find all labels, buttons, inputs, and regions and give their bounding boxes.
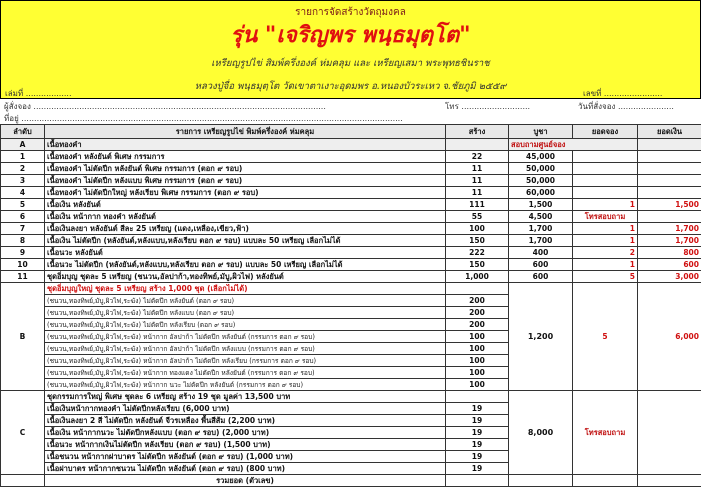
table-cell bbox=[638, 211, 701, 223]
table-cell: เนื้อทองคำ ไม่ตัดปีกใหญ่ หลังเรียบ พิเศษ กรรมการ (ตอก ๙ รอบ) bbox=[45, 187, 446, 199]
table-cell: 6 bbox=[1, 211, 45, 223]
table-cell: 6,000 bbox=[638, 283, 701, 391]
table-row bbox=[1, 259, 701, 271]
table-cell: 1 bbox=[573, 199, 638, 211]
table-cell: เนื้อเงิน หน้ากาก ทองคำ หลังยันต์ bbox=[45, 211, 446, 223]
table-cell bbox=[638, 175, 701, 187]
table-cell: 600 bbox=[509, 259, 573, 271]
table-row bbox=[1, 175, 701, 187]
header-temple: หลวงปู่จื่อ พนฺธมุตฺโต วัดเขาตาเงาะอุดมพร อ.หนองบัวระเหว จ.ชัยภูมิ ๒๕๕๙ bbox=[1, 79, 700, 94]
table-cell: โทรสอบถาม bbox=[573, 391, 638, 475]
table-cell: 600 bbox=[509, 271, 573, 283]
table-cell: 19 bbox=[446, 403, 509, 415]
table-cell: (ชนวน,ทองทิพย์,มับู,ผิวไฟ,ระฆัง) ไม่ตัดปีก หลังยันต์ (ตอก ๙ รอบ) bbox=[45, 295, 446, 307]
table-cell bbox=[573, 475, 638, 487]
table-cell: (ชนวน,ทองทิพย์,มับู,ผิวไฟ,ระฆัง) ไม่ตัดปีก หลังแบบ (ตอก ๙ รอบ) bbox=[45, 307, 446, 319]
table-cell bbox=[446, 475, 509, 487]
table-cell: เนื้อทองคำ bbox=[45, 139, 446, 151]
table-cell: รวมยอด (ตัวเลข) bbox=[45, 475, 446, 487]
table-cell: เนื้อนวะ ไม่ตัดปีก (หลังยันต์,หลังแบบ,หลังเรียบ ตอก ๙ รอบ) แบบละ 50 เหรียญ เลือกไม่ได้ bbox=[45, 259, 446, 271]
table-cell: 50,000 bbox=[509, 163, 573, 175]
table-cell: ชุดกรรมการใหญ่ พิเศษ ชุดละ 6 เหรียญ สร้าง 19 ชุด มูลค่า 13,500 บาท bbox=[45, 391, 446, 403]
table-cell: 11 bbox=[446, 163, 509, 175]
table-cell bbox=[509, 475, 573, 487]
table-cell: 45,000 bbox=[509, 151, 573, 163]
table-cell bbox=[573, 175, 638, 187]
table-row bbox=[1, 283, 701, 295]
table-row bbox=[1, 199, 701, 211]
table-row bbox=[1, 163, 701, 175]
table-cell: 200 bbox=[446, 295, 509, 307]
table-cell: 19 bbox=[446, 427, 509, 439]
table-cell: 1 bbox=[573, 259, 638, 271]
table-cell: 55 bbox=[446, 211, 509, 223]
col-donation: บูชา bbox=[509, 125, 573, 139]
header-subtitle: รายการจัดสร้างวัตถุมงคล bbox=[1, 5, 700, 20]
table-cell: 1 bbox=[573, 223, 638, 235]
table-cell: 4 bbox=[1, 187, 45, 199]
col-amount: ยอดเงิน bbox=[638, 125, 701, 139]
table-row bbox=[1, 223, 701, 235]
table-cell: ชุดอิ่มบุญ ชุดละ 5 เหรียญ (ชนวน,อัลปาก้า,ทองทิพย์,มับู,ผิวไฟ) หลังยันต์ bbox=[45, 271, 446, 283]
table-cell: 100 bbox=[446, 379, 509, 391]
table-cell bbox=[638, 151, 701, 163]
table-cell: 100 bbox=[446, 223, 509, 235]
address-field[interactable]: ที่อยู่ ...................................................................................................................................................... bbox=[4, 112, 403, 125]
order-table bbox=[0, 124, 701, 487]
header-title: รุ่น "เจริญพร พนฺธมุตฺโต" bbox=[1, 17, 700, 52]
table-cell: B bbox=[1, 283, 45, 391]
table-row bbox=[1, 211, 701, 223]
table-cell: สอบถามศูนย์จอง bbox=[509, 139, 638, 151]
table-cell: 100 bbox=[446, 367, 509, 379]
table-cell: เนื้อทองคำ ไม่ตัดปีก หลังแบบ พิเศษ กรรมการ (ตอก ๙ รอบ) bbox=[45, 175, 446, 187]
table-cell bbox=[1, 475, 45, 487]
table-cell bbox=[638, 475, 701, 487]
table-cell: 600 bbox=[638, 259, 701, 271]
table-cell bbox=[638, 391, 701, 475]
table-cell: (ชนวน,ทองทิพย์,มับู,ผิวไฟ,ระฆัง) หน้ากาก อัลปาก้า ไม่ตัดปีก หลังเรียบ (กรรมการ ตอก ๙ รอบ) bbox=[45, 355, 446, 367]
table-cell: โทรสอบถาม bbox=[573, 211, 638, 223]
table-cell: (ชนวน,ทองทิพย์,มับู,ผิวไฟ,ระฆัง) หน้ากาก นวะ ไม่ตัดปีก หลังยันต์ (กรรมการ ตอก ๙ รอบ) bbox=[45, 379, 446, 391]
table-cell: 7 bbox=[1, 223, 45, 235]
table-cell: 1,500 bbox=[509, 199, 573, 211]
table-cell bbox=[638, 139, 701, 151]
table-cell: 1 bbox=[573, 235, 638, 247]
table-cell: 150 bbox=[446, 259, 509, 271]
table-row bbox=[1, 247, 701, 259]
table-cell: 11 bbox=[1, 271, 45, 283]
table-cell bbox=[446, 139, 509, 151]
table-cell: 1,500 bbox=[638, 199, 701, 211]
table-row bbox=[1, 187, 701, 199]
table-cell: เนื้อฝาบาตร หน้ากากชนวน ไม่ตัดปีก หลังยันต์ (ตอก ๙ รอบ) (800 บาท) bbox=[45, 463, 446, 475]
table-row bbox=[1, 151, 701, 163]
table-row bbox=[1, 139, 701, 151]
table-cell: 2 bbox=[573, 247, 638, 259]
total-row bbox=[1, 475, 701, 487]
table-header-row bbox=[1, 125, 701, 139]
table-cell: 9 bbox=[1, 247, 45, 259]
table-cell: C bbox=[1, 391, 45, 475]
table-cell: 8,000 bbox=[509, 391, 573, 475]
table-cell: เนื้อชนวน หน้ากากฝาบาตร ไม่ตัดปีก หลังยันต์ (ตอก ๙ รอบ) (1,000 บาท) bbox=[45, 451, 446, 463]
table-row bbox=[1, 235, 701, 247]
table-cell: 60,000 bbox=[509, 187, 573, 199]
header-description: เหรียญรูปไข่ สิมพ์ครึ่งองค์ ห่มคลุม และ เหรียญเสมา พระพุทธชินราช bbox=[1, 56, 700, 71]
table-cell: 8 bbox=[1, 235, 45, 247]
table-cell bbox=[573, 151, 638, 163]
table-cell: 1,700 bbox=[509, 223, 573, 235]
col-seq: ลำดับ bbox=[1, 125, 45, 139]
table-cell: เนื้อนวะ หน้ากากเงินไม่ตัดปีก หลังเรียบ (ตอก ๙ รอบ) (1,500 บาท) bbox=[45, 439, 446, 451]
table-cell: 150 bbox=[446, 235, 509, 247]
table-cell: (ชนวน,ทองทิพย์,มับู,ผิวไฟ,ระฆัง) ไม่ตัดปีก หลังเรียบ (ตอก ๙ รอบ) bbox=[45, 319, 446, 331]
number-label: เลขที่ ....................... bbox=[583, 87, 662, 100]
table-cell: เนื้อนวะ หลังยันต์ bbox=[45, 247, 446, 259]
table-cell bbox=[638, 163, 701, 175]
header-banner bbox=[0, 0, 701, 99]
table-cell: เนื้อเงินหน้ากากทองคำ ไม่ตัดปีกหลังเรียบ (6,000 บาท) bbox=[45, 403, 446, 415]
table-cell: (ชนวน,ทองทิพย์,มับู,ผิวไฟ,ระฆัง) หน้ากาก อัลปาก้า ไม่ตัดปีก หลังยันต์ (กรรมการ ตอก ๙ รอบ) bbox=[45, 331, 446, 343]
table-cell: เนื้อทองคำ ไม่ตัดปีก หลังยันต์ พิเศษ กรรมการ (ตอก ๙ รอบ) bbox=[45, 163, 446, 175]
table-cell: 1,000 bbox=[446, 271, 509, 283]
table-cell: เนื้อเงินลงยา หลังยันต์ สีละ 25 เหรียญ (แดง,เหลือง,เขียว,ฟ้า) bbox=[45, 223, 446, 235]
table-cell: 1,700 bbox=[638, 235, 701, 247]
table-cell: 11 bbox=[446, 187, 509, 199]
table-cell: 50,000 bbox=[509, 175, 573, 187]
table-cell: ชุดอิ่มบุญใหญ่ ชุดละ 5 เหรียญ สร้าง 1,000 ชุด (เลือกไม่ได้) bbox=[45, 283, 446, 295]
book-number-label: เล่มที่ .................. bbox=[5, 87, 72, 100]
table-cell: 2 bbox=[1, 163, 45, 175]
table-cell bbox=[573, 187, 638, 199]
table-cell: 1,700 bbox=[638, 223, 701, 235]
table-cell: 200 bbox=[446, 307, 509, 319]
table-cell: 4,500 bbox=[509, 211, 573, 223]
table-cell: 1,200 bbox=[509, 283, 573, 391]
table-cell: เนื้อเงิน ไม่ตัดปีก (หลังยันต์,หลังแบบ,หลังเรียบ ตอก ๙ รอบ) แบบละ 50 เหรียญ เลือกไม่ได้ bbox=[45, 235, 446, 247]
phone-field[interactable]: โทร ........................... bbox=[445, 100, 530, 113]
table-cell bbox=[446, 283, 509, 295]
table-cell: เนื้อเงิน หน้ากากนวะ ไม่ตัดปีกหลังแบบ (ตอก ๙ รอบ) (2,000 บาท) bbox=[45, 427, 446, 439]
orderer-field[interactable]: ผู้สั่งจอง ................................................................................................................... bbox=[4, 100, 326, 113]
table-cell: 200 bbox=[446, 319, 509, 331]
table-cell: 100 bbox=[446, 331, 509, 343]
table-cell: 3 bbox=[1, 175, 45, 187]
table-cell: 5 bbox=[573, 283, 638, 391]
table-cell: 400 bbox=[509, 247, 573, 259]
table-row bbox=[1, 271, 701, 283]
table-cell: 100 bbox=[446, 343, 509, 355]
table-cell bbox=[446, 391, 509, 403]
col-order-qty: ยอดจอง bbox=[573, 125, 638, 139]
table-cell bbox=[573, 163, 638, 175]
table-cell: 19 bbox=[446, 451, 509, 463]
table-cell: 22 bbox=[446, 151, 509, 163]
table-cell: 3,000 bbox=[638, 271, 701, 283]
table-cell: 19 bbox=[446, 463, 509, 475]
table-cell: 11 bbox=[446, 175, 509, 187]
table-cell: เนื้อเงินลงยา 2 สี ไม่ตัดปีก หลังยันต์ จีวรเหลือง พื้นสีส้ม (2,200 บาท) bbox=[45, 415, 446, 427]
table-cell: 19 bbox=[446, 415, 509, 427]
col-built: สร้าง bbox=[446, 125, 509, 139]
info-row-address bbox=[0, 111, 701, 124]
table-cell: 100 bbox=[446, 355, 509, 367]
table-cell: 222 bbox=[446, 247, 509, 259]
order-date-field[interactable]: วันที่สั่งจอง ...................... bbox=[578, 100, 674, 113]
table-cell: 5 bbox=[1, 199, 45, 211]
table-cell: 10 bbox=[1, 259, 45, 271]
table-cell: A bbox=[1, 139, 45, 151]
table-cell: 1,700 bbox=[509, 235, 573, 247]
table-cell: (ชนวน,ทองทิพย์,มับู,ผิวไฟ,ระฆัง) หน้ากาก ทองแดง ไม่ตัดปีก หลังยันต์ (กรรมการ ตอก ๙ รอบ) bbox=[45, 367, 446, 379]
col-item: รายการ เหรียญรูปไข่ พิมพ์ครึ่งองค์ ห่มคลุม bbox=[45, 125, 446, 139]
table-cell: 800 bbox=[638, 247, 701, 259]
table-row bbox=[1, 391, 701, 403]
table-cell: เนื้อเงิน หลังยันต์ bbox=[45, 199, 446, 211]
table-cell: เนื้อทองคำ หลังยันต์ พิเศษ กรรมการ bbox=[45, 151, 446, 163]
table-cell: 111 bbox=[446, 199, 509, 211]
table-cell: (ชนวน,ทองทิพย์,มับู,ผิวไฟ,ระฆัง) หน้ากาก อัลปาก้า ไม่ตัดปีก หลังแบบ (กรรมการ ตอก ๙ รอบ) bbox=[45, 343, 446, 355]
table-cell bbox=[638, 187, 701, 199]
table-cell: 1 bbox=[1, 151, 45, 163]
table-cell: 5 bbox=[573, 271, 638, 283]
table-cell: 19 bbox=[446, 439, 509, 451]
